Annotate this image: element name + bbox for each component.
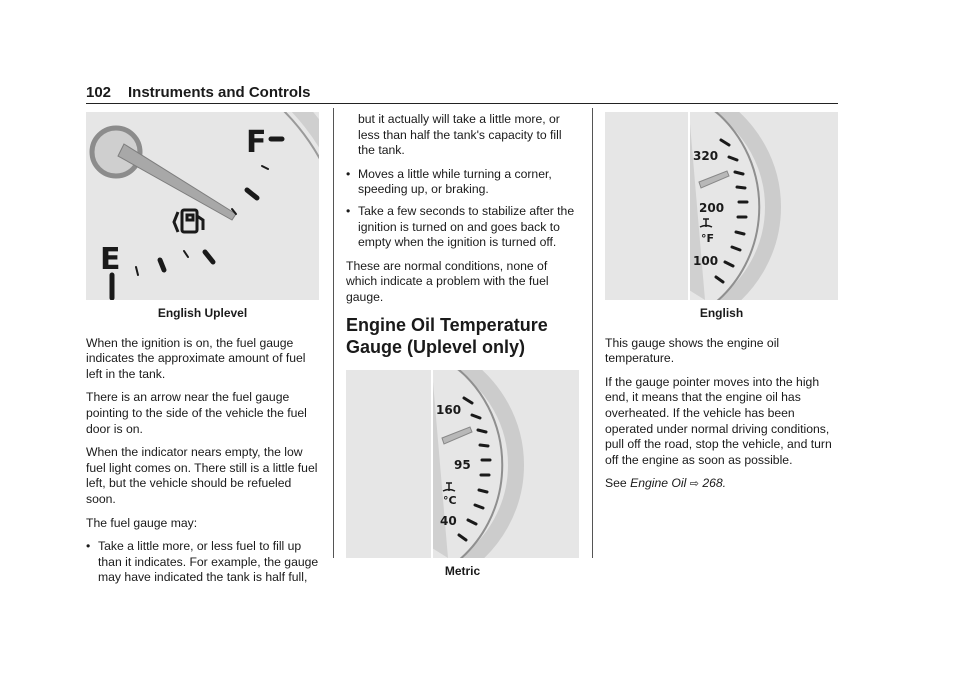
fuel-gauge-figure: [86, 112, 319, 300]
section-heading: Engine Oil Temperature Gauge (Uplevel only): [346, 314, 548, 357]
list-item: • Take a little more, or less fuel to fill up than it indicates. For example, the gauge may have indicated the tank is half full,: [86, 539, 319, 586]
fuel-gauge-illustration: [86, 112, 319, 300]
high-temp-label: 320: [693, 149, 719, 163]
paragraph: but it actually will take a little more, or less than half the tank's capacity to fill the tank.: [358, 112, 562, 158]
column-divider: [333, 108, 334, 558]
empty-label: E: [100, 242, 121, 277]
bullet-list: [86, 539, 319, 586]
column-2: [346, 112, 579, 593]
unit-label: °F: [701, 232, 715, 245]
see-reference: [605, 476, 838, 493]
figure-caption: Metric: [444, 563, 481, 578]
column-divider: [592, 108, 593, 558]
paragraph: The fuel gauge may:: [86, 515, 198, 530]
paragraph: If the gauge pointer moves into the high end, it means that the engine oil has overheated. If the vehicle has been operated under normal driving conditions, pull off the road, stop the vehicle, and turn off the engine as soon as possible.: [605, 374, 832, 467]
figure-caption: English Uplevel: [157, 306, 248, 320]
page-number: 102: [86, 84, 112, 101]
page-reference[interactable]: 268.: [702, 476, 727, 491]
full-label: F: [246, 125, 267, 160]
list-item: • Take a few seconds to stabilize after the ignition is turned on and goes back to empty when the ignition is turned off.: [346, 204, 579, 251]
unit-label: °C: [443, 493, 457, 507]
low-temp-label: 100: [693, 254, 719, 268]
high-temp-label: 160: [436, 402, 462, 417]
header-rule: [86, 103, 838, 104]
paragraph: There is an arrow near the fuel gauge pointing to the side of the vehicle the fuel door is on.: [86, 390, 307, 436]
engine-oil-link[interactable]: Engine Oil: [630, 476, 687, 491]
paragraph: When the indicator nears empty, the low fuel light comes on. There still is a little fuel left, but the vehicle should be refueled soon.: [86, 445, 318, 506]
section-title: Instruments and Controls: [128, 84, 311, 101]
paragraph: These are normal conditions, none of which indicate a problem with the fuel gauge.: [346, 258, 549, 304]
mid-temp-label: 95: [454, 457, 471, 472]
oil-temp-metric-illustration: [346, 370, 579, 558]
column-3: [605, 112, 838, 501]
list-item: • Moves a little while turning a corner, speeding up, or braking.: [346, 167, 579, 198]
oil-temp-english-figure: [605, 112, 838, 300]
paragraph: This gauge shows the engine oil temperature.: [605, 335, 780, 366]
bullet-list: [346, 167, 579, 251]
see-prefix: See: [605, 476, 627, 491]
figure-caption: English: [699, 306, 744, 320]
paragraph: When the ignition is on, the fuel gauge indicates the approximate amount of fuel left in the tank.: [86, 335, 306, 381]
column-1: [86, 112, 319, 594]
arrow-icon: ⇨: [689, 478, 699, 491]
oil-temp-metric-figure: [346, 370, 579, 558]
oil-temp-english-illustration: [605, 112, 838, 300]
low-temp-label: 40: [440, 513, 457, 528]
page-header: [86, 84, 838, 104]
mid-temp-label: 200: [699, 201, 725, 215]
